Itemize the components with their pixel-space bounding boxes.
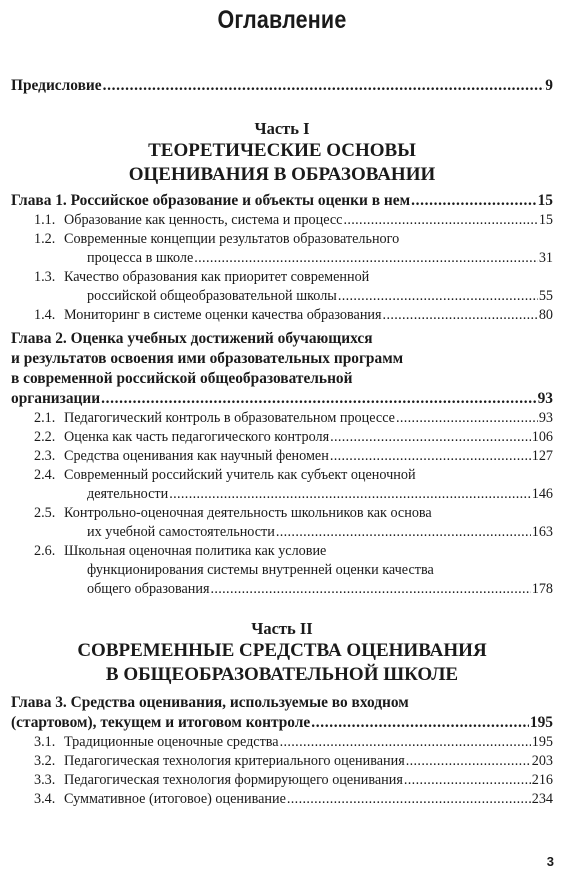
dot-leader: [194, 249, 538, 268]
dot-leader: [338, 287, 538, 306]
toc-page-number: 163: [531, 524, 553, 540]
dot-leader: [287, 790, 531, 809]
toc-page-number: 31: [538, 250, 553, 266]
toc-entry-section-3-2[interactable]: [34, 752, 553, 771]
toc-page-number: 93: [538, 410, 553, 426]
section-title: общего образования: [87, 581, 210, 597]
toc-entry-section-2-6[interactable]: [34, 542, 553, 599]
chapter-title-line: организации: [11, 390, 101, 407]
section-title: их учебной самостоятельности: [87, 524, 275, 540]
part-name-line: В ОБЩЕОБРАЗОВАТЕЛЬНОЙ ШКОЛЕ: [105, 664, 459, 685]
toc-page-number: 178: [531, 581, 553, 597]
toc-entry-section-2-4[interactable]: [34, 466, 553, 504]
dot-leader: [406, 752, 531, 771]
toc-entry-section-2-1[interactable]: [34, 409, 553, 428]
part-name-line: ОЦЕНИВАНИЯ В ОБРАЗОВАНИИ: [128, 164, 436, 185]
table-of-contents: [11, 76, 553, 809]
chapter-title-line: Глава 3. Средства оценивания, используемые во входном: [11, 694, 409, 711]
toc-entry-section-2-5[interactable]: [34, 504, 553, 542]
section-title: процесса в школе: [87, 250, 194, 266]
toc-page-number: 15: [538, 212, 553, 228]
chapter-2-sections: [11, 409, 553, 599]
section-number: 2.1.: [34, 410, 56, 426]
dot-leader: [276, 523, 531, 542]
section-title: Школьная оценочная политика как условие: [64, 543, 327, 559]
section-title: Контрольно-оценочная деятельность школьников как основа: [64, 505, 432, 521]
toc-page-number: 195: [531, 734, 553, 750]
section-number: 1.1.: [34, 212, 56, 228]
toc-entry-section-1-2[interactable]: [34, 230, 553, 268]
dot-leader: [210, 580, 530, 599]
toc-entry-section-2-3[interactable]: [34, 447, 553, 466]
section-number: 1.3.: [34, 269, 56, 285]
toc-page-number: 127: [531, 448, 553, 464]
part-label: Часть II: [251, 619, 313, 638]
section-number: 3.4.: [34, 791, 56, 807]
toc-entry-chapter-2[interactable]: [11, 329, 553, 409]
section-title: Педагогическая технология формирующего оценивания: [64, 772, 403, 788]
dot-leader: [383, 306, 538, 325]
toc-entry-title: Глава 1. Российское образование и объекты оценки в нем: [11, 192, 411, 209]
toc-page-number: 93: [537, 390, 553, 407]
toc-entry-section-1-3[interactable]: [34, 268, 553, 306]
toc-entry-preface[interactable]: [11, 76, 553, 96]
dot-leader: [330, 428, 531, 447]
section-title: функционирования системы внутренней оценки качества: [87, 562, 434, 578]
dot-leader: [280, 733, 531, 752]
toc-page-number: 80: [538, 307, 553, 323]
section-title: российской общеобразовательной школы: [87, 288, 337, 304]
section-title: Суммативное (итоговое) оценивание: [64, 791, 286, 807]
section-number: 2.5.: [34, 505, 56, 521]
section-title: Педагогическая технология критериального оценивания: [64, 753, 405, 769]
section-number: 1.2.: [34, 231, 56, 247]
toc-page-number: 15: [537, 192, 553, 209]
toc-entry-section-1-1[interactable]: [34, 211, 553, 230]
toc-entry-section-1-4[interactable]: [34, 306, 553, 325]
part-label: Часть I: [254, 119, 310, 138]
toc-page-number: 146: [531, 486, 553, 502]
toc-entry-chapter-3[interactable]: [11, 693, 553, 733]
section-number: 2.6.: [34, 543, 56, 559]
section-title: Традиционные оценочные средства: [64, 734, 279, 750]
toc-entry-section-3-4[interactable]: [34, 790, 553, 809]
page-title: Оглавление: [217, 6, 347, 34]
section-number: 3.2.: [34, 753, 56, 769]
dot-leader: [103, 76, 545, 96]
toc-entry-section-2-2[interactable]: [34, 428, 553, 447]
section-title: Качество образования как приоритет современной: [64, 269, 370, 285]
section-number: 3.1.: [34, 734, 56, 750]
section-number: 2.4.: [34, 467, 56, 483]
section-title: Образование как ценность, система и процесс: [64, 212, 343, 228]
dot-leader: [404, 771, 531, 790]
toc-entry-section-3-1[interactable]: [34, 733, 553, 752]
section-title: Современный российский учитель как субъект оценочной: [64, 467, 416, 483]
section-number: 2.2.: [34, 429, 56, 445]
dot-leader: [101, 389, 536, 409]
section-title: Средства оценивания как научный феномен: [64, 448, 329, 464]
dot-leader: [330, 447, 531, 466]
section-title: Педагогический контроль в образовательном процессе: [64, 410, 395, 426]
toc-page-number: 106: [531, 429, 553, 445]
chapter-1-sections: [11, 211, 553, 325]
section-title: деятельности: [87, 486, 169, 502]
toc-page-number: 216: [531, 772, 553, 788]
dot-leader: [396, 409, 538, 428]
chapter-3-sections: [11, 733, 553, 809]
section-number: 3.3.: [34, 772, 56, 788]
part-name-line: ТЕОРЕТИЧЕСКИЕ ОСНОВЫ: [148, 140, 416, 161]
section-title: Современные концепции результатов образовательного: [64, 231, 400, 247]
toc-page-number: 203: [531, 753, 553, 769]
toc-entry-title: Предисловие: [11, 77, 102, 94]
part-heading-1: [11, 118, 553, 187]
section-title: Оценка как часть педагогического контроля: [64, 429, 330, 445]
chapter-title-line: и результатов освоения ими образовательных программ: [11, 350, 404, 367]
dot-leader: [411, 191, 537, 211]
dot-leader: [311, 713, 529, 733]
toc-entry-section-3-3[interactable]: [34, 771, 553, 790]
toc-page-number: 9: [545, 77, 553, 94]
toc-page-number: 195: [529, 714, 553, 731]
section-title: Мониторинг в системе оценки качества образования: [64, 307, 382, 323]
toc-entry-chapter-1[interactable]: [11, 191, 553, 211]
page-number: 3: [546, 854, 554, 869]
section-number: 1.4.: [34, 307, 56, 323]
toc-page-number: 234: [531, 791, 553, 807]
chapter-title-line: Глава 2. Оценка учебных достижений обучающихся: [11, 330, 373, 347]
dot-leader: [343, 211, 537, 230]
section-number: 2.3.: [34, 448, 56, 464]
dot-leader: [169, 485, 531, 504]
part-heading-2: [11, 618, 553, 687]
toc-page-number: 55: [538, 288, 553, 304]
chapter-title-line: (стартовом), текущем и итоговом контроле: [11, 714, 311, 731]
part-name-line: СОВРЕМЕННЫЕ СРЕДСТВА ОЦЕНИВАНИЯ: [77, 640, 487, 661]
chapter-title-line: в современной российской общеобразовательной: [11, 370, 353, 387]
